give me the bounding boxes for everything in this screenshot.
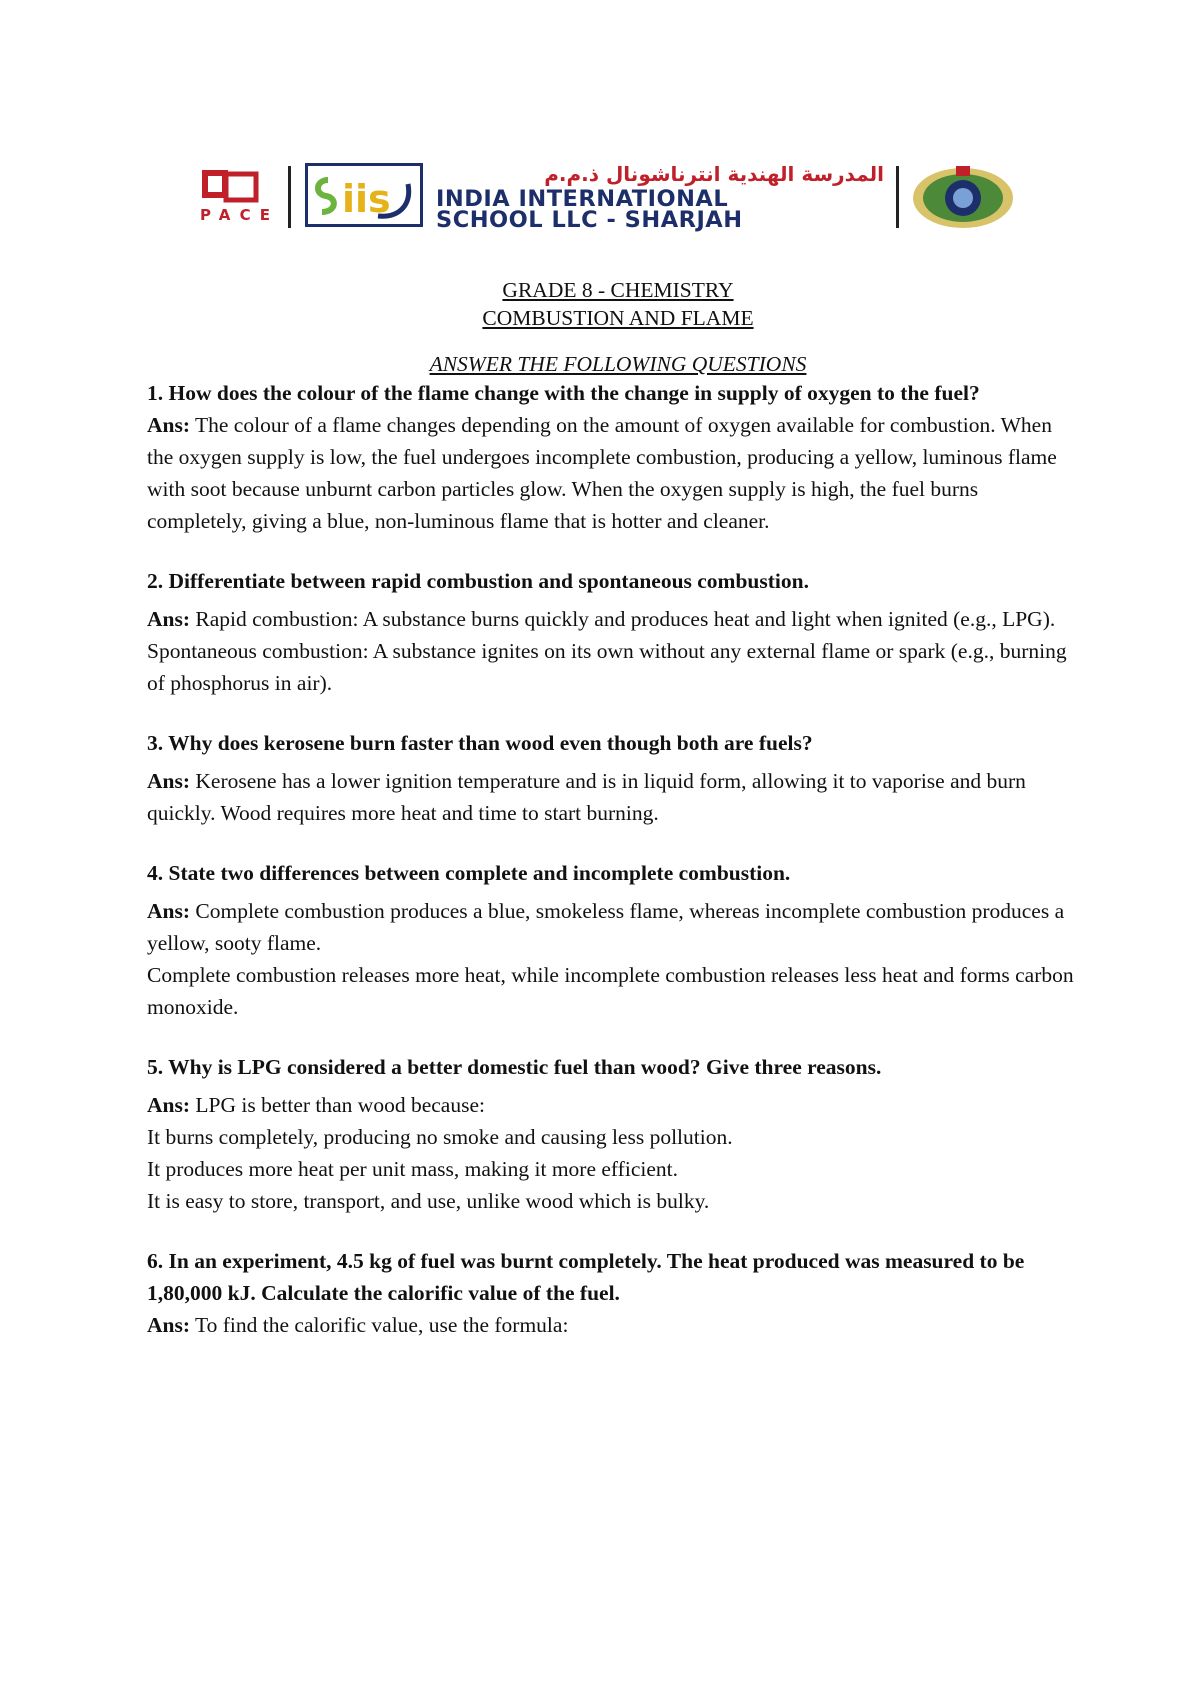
ans-label: Ans: bbox=[147, 607, 191, 631]
ans-label: Ans: bbox=[147, 769, 191, 793]
iis-logo-text: iis bbox=[342, 177, 391, 221]
answer-5-reason-3: It is easy to store, transport, and use, unlike wood which is bulky. bbox=[147, 1189, 710, 1213]
answer-4 bbox=[147, 895, 1082, 959]
school-emblem-icon bbox=[908, 162, 1018, 232]
logo-divider bbox=[288, 166, 291, 228]
pace-logo-text: PACE bbox=[200, 206, 270, 224]
questions-list bbox=[147, 377, 1082, 1341]
answer-3 bbox=[147, 765, 1082, 829]
answer-1 bbox=[147, 409, 1082, 537]
pace-logo bbox=[196, 166, 280, 228]
question-1: 1. How does the colour of the flame change with the change in supply of oxygen to the fuel? bbox=[147, 381, 980, 405]
ans-label: Ans: bbox=[147, 1313, 191, 1337]
answer-2 bbox=[147, 603, 1082, 635]
answer-5 bbox=[147, 1089, 1082, 1121]
question-2: 2. Differentiate between rapid combustion and spontaneous combustion. bbox=[147, 569, 809, 593]
question-6: 6. In an experiment, 4.5 kg of fuel was burnt completely. The heat produced was measured to be 1,80,000 kJ. Calculate the calorific value of the fuel. bbox=[147, 1249, 1025, 1305]
answer-text: The colour of a flame changes depending on the amount of oxygen available for combustion. When the oxygen supply is low, the fuel undergoes incomplete combustion, producing a yellow, luminous flame with soot because unburnt carbon particles glow. When the oxygen supply is high, the fuel burns completely, giving a blue, non-luminous flame that is hotter and cleaner. bbox=[147, 413, 1057, 533]
ans-label: Ans: bbox=[147, 1093, 191, 1117]
grade-subject-title: GRADE 8 - CHEMISTRY bbox=[502, 278, 734, 302]
answer-text: Complete combustion produces a blue, smokeless flame, whereas incomplete combustion produces a yellow, sooty flame. bbox=[147, 899, 1065, 955]
answer-4-line: Complete combustion releases more heat, while incomplete combustion releases less heat and forms carbon monoxide. bbox=[147, 963, 1074, 1019]
question-5: 5. Why is LPG considered a better domestic fuel than wood? Give three reasons. bbox=[147, 1055, 882, 1079]
answer-text: Kerosene has a lower ignition temperature and is in liquid form, allowing it to vaporise and burn quickly. Wood requires more heat and time to start burning. bbox=[147, 769, 1026, 825]
school-name-line2: SCHOOL LLC - SHARJAH bbox=[436, 207, 743, 233]
logo-divider bbox=[896, 166, 899, 228]
answer-text: To find the calorific value, use the formula: bbox=[190, 1313, 569, 1337]
title-block bbox=[0, 276, 1200, 332]
answer-5-reason-1: It burns completely, producing no smoke and causing less pollution. bbox=[147, 1125, 733, 1149]
school-name-line1: INDIA INTERNATIONAL bbox=[436, 186, 729, 212]
question-4: 4. State two differences between complete and incomplete combustion. bbox=[147, 861, 791, 885]
iis-logo bbox=[305, 163, 423, 227]
school-name-arabic: المدرسة الهندية انترناشونال ذ.م.م bbox=[544, 162, 884, 186]
ans-label: Ans: bbox=[147, 413, 191, 437]
answer-2-line: Spontaneous combustion: A substance ignites on its own without any external flame or spark (e.g., burning of phosphorus in air). bbox=[147, 639, 1067, 695]
ans-label: Ans: bbox=[147, 899, 191, 923]
answer-5-reason-2: It produces more heat per unit mass, making it more efficient. bbox=[147, 1157, 678, 1181]
iis-logo-graphic bbox=[308, 166, 420, 224]
answer-text: LPG is better than wood because: bbox=[190, 1093, 485, 1117]
chapter-title: COMBUSTION AND FLAME bbox=[482, 306, 754, 330]
answer-text: Rapid combustion: A substance burns quickly and produces heat and light when ignited (e.g., LPG). bbox=[190, 607, 1056, 631]
school-name bbox=[432, 162, 884, 234]
question-3: 3. Why does kerosene burn faster than wood even though both are fuels? bbox=[147, 731, 813, 755]
school-header bbox=[196, 162, 1018, 234]
answer-6 bbox=[147, 1309, 1082, 1341]
instruction-heading: ANSWER THE FOLLOWING QUESTIONS bbox=[429, 352, 807, 376]
